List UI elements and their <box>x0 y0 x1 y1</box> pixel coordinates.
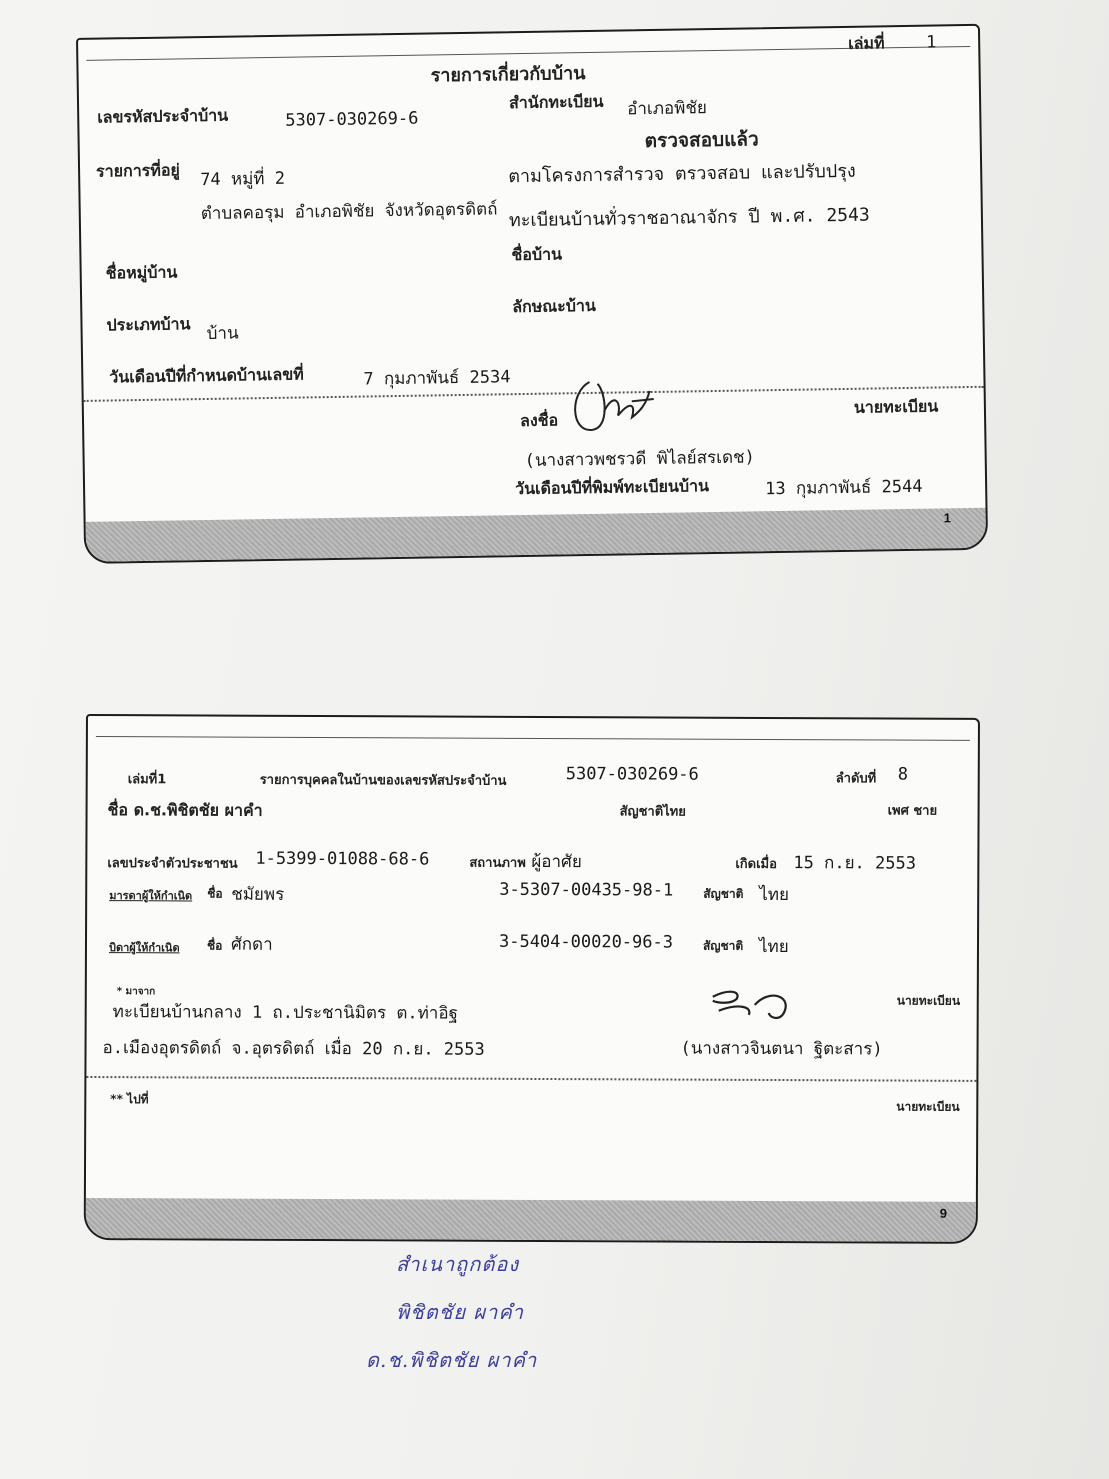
father-name-label: ชื่อ <box>206 938 223 953</box>
house-details-card <box>76 24 988 564</box>
mother-nationality: ไทย <box>759 884 789 906</box>
registrar-label: นายทะเบียน <box>853 396 939 417</box>
moved-from-line-1: ทะเบียนบ้านกลาง 1 ถ.ประชานิมิตร ต.ท่าอิฐ <box>112 1002 459 1024</box>
moved-from-label: * มาจาก <box>116 986 156 998</box>
address-line-2: ตำบลคอรุม อำเภอพิชัย จังหวัดอุตรดิตถ์ <box>200 199 498 225</box>
handwritten-certified-copy: สำเนาถูกต้อง <box>396 1252 520 1276</box>
address-line-1: 74 หมู่ที่ 2 <box>200 168 286 191</box>
born-label: เกิดเมื่อ <box>735 856 777 873</box>
house-code: 5307-030269-6 <box>285 108 419 131</box>
id-number: 1-5399-01088-68-6 <box>255 848 430 870</box>
registrar-signature <box>569 371 660 442</box>
order-label: ลำดับที่ <box>835 771 877 787</box>
book-label: เล่มที่ <box>848 33 885 53</box>
card-footer-band <box>86 1198 976 1242</box>
house-code-label: เลขรหัสประจำบ้าน <box>97 105 229 127</box>
registrar-name: (นางสาวพชรวดี พิไลย์สรเดช) <box>524 447 755 472</box>
house-type: บ้าน <box>206 323 239 344</box>
registrar-label: นายทะเบียน <box>896 993 961 1008</box>
mother-name-label: ชื่อ <box>207 886 223 901</box>
born-date: 15 ก.ย. 2553 <box>793 853 917 874</box>
registry-office: อำเภอพิชัย <box>627 98 708 120</box>
section-divider <box>86 1076 976 1082</box>
project-line-2: ทะเบียนบ้านทั่วราชอาณาจักร ปี พ.ศ. 2543 <box>508 204 870 232</box>
nationality: สัญชาติไทย <box>619 804 686 820</box>
order-number: 8 <box>897 764 909 785</box>
status-value: ผู้อาศัย <box>531 851 582 873</box>
house-name-label: ชื่อบ้าน <box>511 244 563 265</box>
page-number: 1 <box>943 510 951 526</box>
village-label: ชื่อหมู่บ้าน <box>105 262 178 283</box>
page-number: 9 <box>939 1205 948 1221</box>
mother-nationality-label: สัญชาติ <box>703 886 744 901</box>
handwritten-signature-name: พิชิตชัย ผาคำ <box>396 1300 524 1324</box>
printed-date: 13 กุมภาพันธ์ 2544 <box>765 476 923 500</box>
status-label: สถานภาพ <box>469 855 526 871</box>
gender: เพศ ชาย <box>887 803 938 819</box>
person-name: ชื่อ ด.ช.พิชิตชัย ผาคำ <box>107 800 263 820</box>
person-details-card <box>84 714 980 1244</box>
house-character-label: ลักษณะบ้าน <box>512 295 596 317</box>
assigned-date: 7 กุมภาพันธ์ 2534 <box>363 367 511 390</box>
assigned-date-label: วันเดือนปีที่กำหนดบ้านเลขที่ <box>109 364 304 387</box>
mother-id: 3-5307-00435-98-1 <box>499 879 674 901</box>
project-line-1: ตามโครงการสำรวจ ตรวจสอบ และปรับปรุง <box>508 160 856 188</box>
father-label: บิดาผู้ให้กำเนิด <box>108 941 180 955</box>
sign-label: ลงชื่อ <box>519 410 559 431</box>
card-top-rule <box>96 736 970 741</box>
mother-label: มารดาผู้ให้กำเนิด <box>109 889 193 903</box>
moved-from-line-2: อ.เมืองอุตรดิตถ์ จ.อุตรดิตถ์ เมื่อ 20 ก.ย. 2553 <box>102 1038 485 1060</box>
card-title: รายการเกี่ยวกับบ้าน <box>430 63 586 87</box>
registrar-label-2: นายทะเบียน <box>896 1099 960 1114</box>
card-footer-band <box>86 508 987 562</box>
card-header: รายการบุคคลในบ้านของเลขรหัสประจำบ้าน <box>259 772 507 789</box>
book-label: เล่มที่1 <box>127 772 167 788</box>
printed-date-label: วันเดือนปีที่พิมพ์ทะเบียนบ้าน <box>514 476 710 499</box>
handwritten-full-name: ด.ช.พิชิตชัย ผาคำ <box>366 1348 538 1372</box>
house-type-label: ประเภทบ้าน <box>106 314 191 335</box>
registrar-name: (นางสาวจินตนา ฐิตะสาร) <box>680 1038 883 1060</box>
verified-stamp: ตรวจสอบแล้ว <box>644 128 759 153</box>
registry-office-label: สำนักทะเบียน <box>508 91 604 113</box>
moved-to-label: ** ไปที่ <box>110 1092 149 1107</box>
address-label: รายการที่อยู่ <box>95 160 180 181</box>
mother-name: ชมัยพร <box>231 884 285 905</box>
father-nationality: ไทย <box>758 936 789 958</box>
id-label: เลขประจำตัวประชาชน <box>107 856 238 872</box>
father-name: ศักดา <box>230 934 273 955</box>
father-id: 3-5404-00020-96-3 <box>498 931 674 953</box>
registrar-signature <box>709 985 799 1025</box>
father-nationality-label: สัญชาติ <box>702 938 744 953</box>
house-code: 5307-030269-6 <box>565 764 699 785</box>
book-number: 1 <box>926 32 937 53</box>
